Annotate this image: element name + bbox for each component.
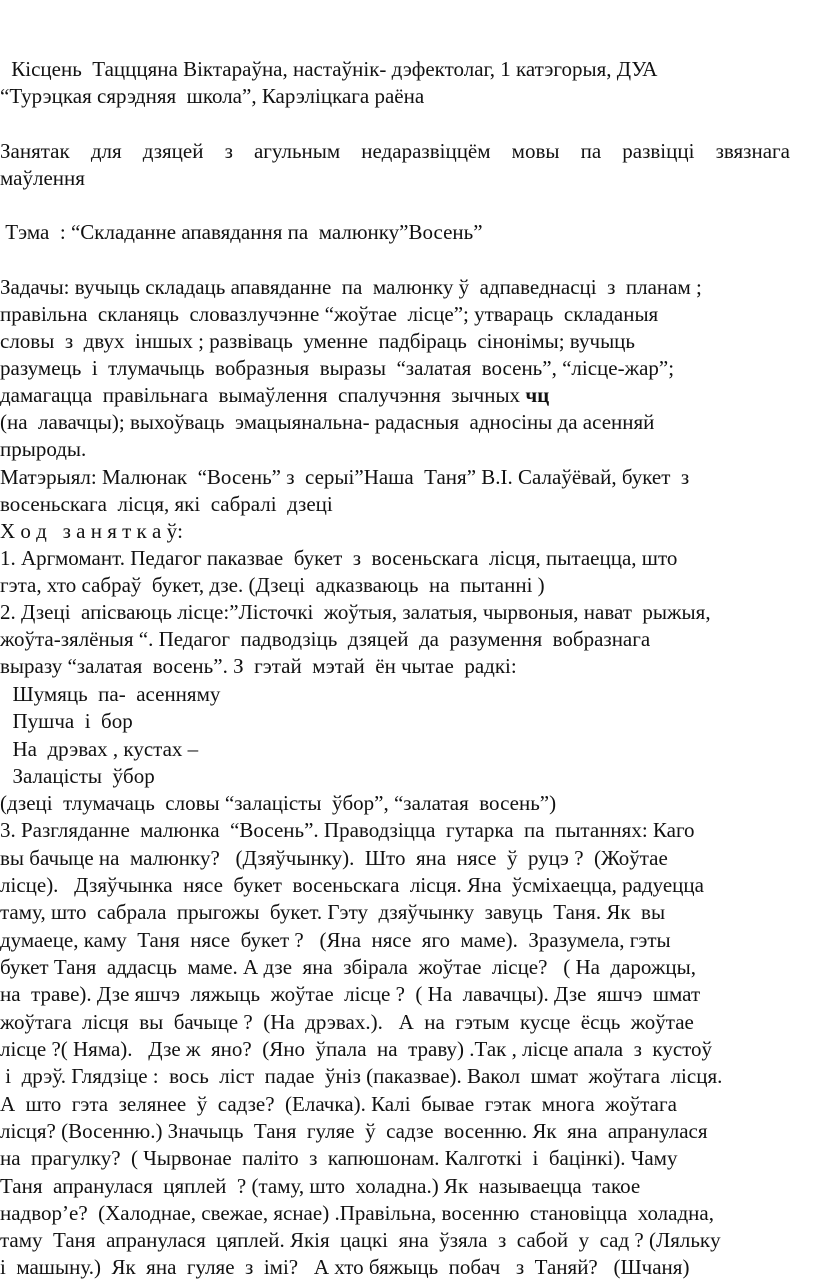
poem-line: Залацісты ўбор	[2, 764, 155, 788]
step-3-line: на траве). Дзе яшчэ ляжыць жоўтае лісце ? ( На лавачцы). Дзе яшчэ шмат	[0, 982, 701, 1006]
topic-line: Тэма : “Складанне апавядання па малюнку”Восень”	[0, 220, 483, 244]
subject-word: звязнага	[715, 139, 790, 163]
step-3-line: лісце ?( Няма). Дзе ж яно? (Яно ўпала на траву) .Так , лісце апала з кустоў	[0, 1037, 713, 1061]
subject-line	[0, 139, 790, 164]
step-3-line: букет Таня аддасць маме. А дзе яна збірала жоўтае лісце? ( На дарожцы,	[0, 955, 697, 979]
bold-consonants: чц	[525, 383, 550, 407]
subject-word: недаразвіццём	[361, 139, 491, 163]
step-2-line: жоўта-зялёныя “. Педагог падводзіць дзяцей да разумення вобразнага	[0, 627, 651, 651]
subject-word: агульным	[253, 139, 341, 163]
step-3-line: Таня апранулася цяплей ? (таму, што холадна.) Як называецца такое	[0, 1174, 641, 1198]
step-2-line: 2. Дзеці апісваюць лісце:”Лісточкі жоўтыя, залатыя, чырвоныя, нават рыжыя,	[0, 600, 711, 624]
subject-word: развіцці	[622, 139, 695, 163]
tasks-line: прыроды.	[0, 437, 87, 461]
author-school-line: “Турэцкая сярэдняя школа”, Карэліцкага раёна	[0, 84, 425, 108]
step-3-line: думаеце, каму Таня нясе букет ? (Яна нясе яго маме). Зразумела, гэты	[0, 928, 671, 952]
tasks-line: (на лавачцы); выхоўваць эмацыянальна- радасныя адносіны да асенняй	[0, 410, 655, 434]
step-1-line: 1. Аргмомант. Педагог паказвае букет з восеньскага лісця, пытаецца, што	[0, 546, 678, 570]
subject-line-cont: маўлення	[0, 166, 85, 190]
tasks-line: словы з двух іншых ; развіваць уменне падбіраць сінонімы; вучыць	[0, 329, 635, 353]
subject-word: Занятак	[0, 139, 70, 163]
procedure-heading: Х о д з а н я т к а ў:	[0, 519, 183, 543]
poem-note: (дзеці тлумачаць словы “залацісты ўбор”, “залатая восень”)	[0, 791, 557, 815]
tasks-line: правільна скланяць словазлучэнне “жоўтае лісце”; утвараць складаныя	[0, 302, 659, 326]
step-3-line: таму, што сабрала прыгожы букет. Гэту дзяўчынку завуць Таня. Як вы	[0, 900, 666, 924]
material-line: Матэрыял: Малюнак “Восень” з серыі”Наша Таня” В.І. Салаўёвай, букет з	[0, 465, 690, 489]
step-3-line: лісця? (Восенню.) Значыць Таня гуляе ў садзе восенню. Як яна апранулася	[0, 1119, 708, 1143]
step-3-line: жоўтага лісця вы бачыце ? (На дрэвах.). А на гэтым кусце ёсць жоўтае	[0, 1010, 694, 1034]
step-1-line: гэта, хто сабраў букет, дзе. (Дзеці адказваюць на пытанні )	[0, 573, 545, 597]
tasks-line	[0, 383, 549, 408]
subject-word: мовы	[511, 139, 560, 163]
step-3-line: лісце). Дзяўчынка нясе букет восеньскага лісця. Яна ўсміхаецца, радуецца	[0, 873, 704, 897]
tasks-line: разумець і тлумачыць вобразныя выразы “залатая восень”, “лісце-жар”;	[0, 356, 675, 380]
material-line: восеньскага лісця, які сабралі дзеці	[0, 492, 333, 516]
tasks-line: Задачы: вучыць складаць апавяданне па малюнку ў адпаведнасці з планам ;	[0, 275, 702, 299]
subject-word: з	[224, 139, 233, 163]
step-3-line: вы бачыце на малюнку? (Дзяўчынку). Што яна нясе ў руцэ ? (Жоўтае	[0, 846, 668, 870]
step-3-line: і дрэў. Глядзіце : вось ліст падае ўніз (паказвае). Вакол шмат жоўтага лісця.	[0, 1064, 723, 1088]
tasks-text: дамагацца правільнага вымаўлення спалучэння зычных	[0, 383, 526, 407]
author-line: Кісцень Тацццяна Віктараўна, настаўнік- дэфектолаг, 1 катэгорыя, ДУА	[6, 57, 658, 81]
step-3-line: і машыну.) Як яна гуляе з імі? А хто бяжыць побач з Таняй? (Шчаня)	[0, 1255, 690, 1279]
subject-word: для	[90, 139, 122, 163]
poem-line: Пушча і бор	[2, 709, 133, 733]
step-3-line: 3. Разгляданне малюнка “Восень”. Праводзіцца гутарка па пытаннях: Каго	[0, 818, 695, 842]
step-2-line: выразу “залатая восень”. З гэтай мэтай ён чытае радкі:	[0, 654, 517, 678]
step-3-line: на прагулку? ( Чырвонае паліто з капюшонам. Калготкі і бацінкі). Чаму	[0, 1146, 678, 1170]
step-3-line: А што гэта зелянее ў садзе? (Елачка). Калі бывае гэтак многа жоўтага	[0, 1092, 677, 1116]
subject-word: па	[580, 139, 602, 163]
step-3-line: надвор’е? (Халоднае, свежае, яснае) .Правільна, восенню становіцца холадна,	[0, 1201, 714, 1225]
poem-line: На дрэвах , кустах –	[2, 737, 199, 761]
step-3-line: таму Таня апранулася цяплей. Якія цацкі яна ўзяла з сабой у сад ? (Лялькy	[0, 1228, 721, 1252]
subject-word: дзяцей	[142, 139, 204, 163]
poem-line: Шумяць па- асенняму	[2, 682, 221, 706]
